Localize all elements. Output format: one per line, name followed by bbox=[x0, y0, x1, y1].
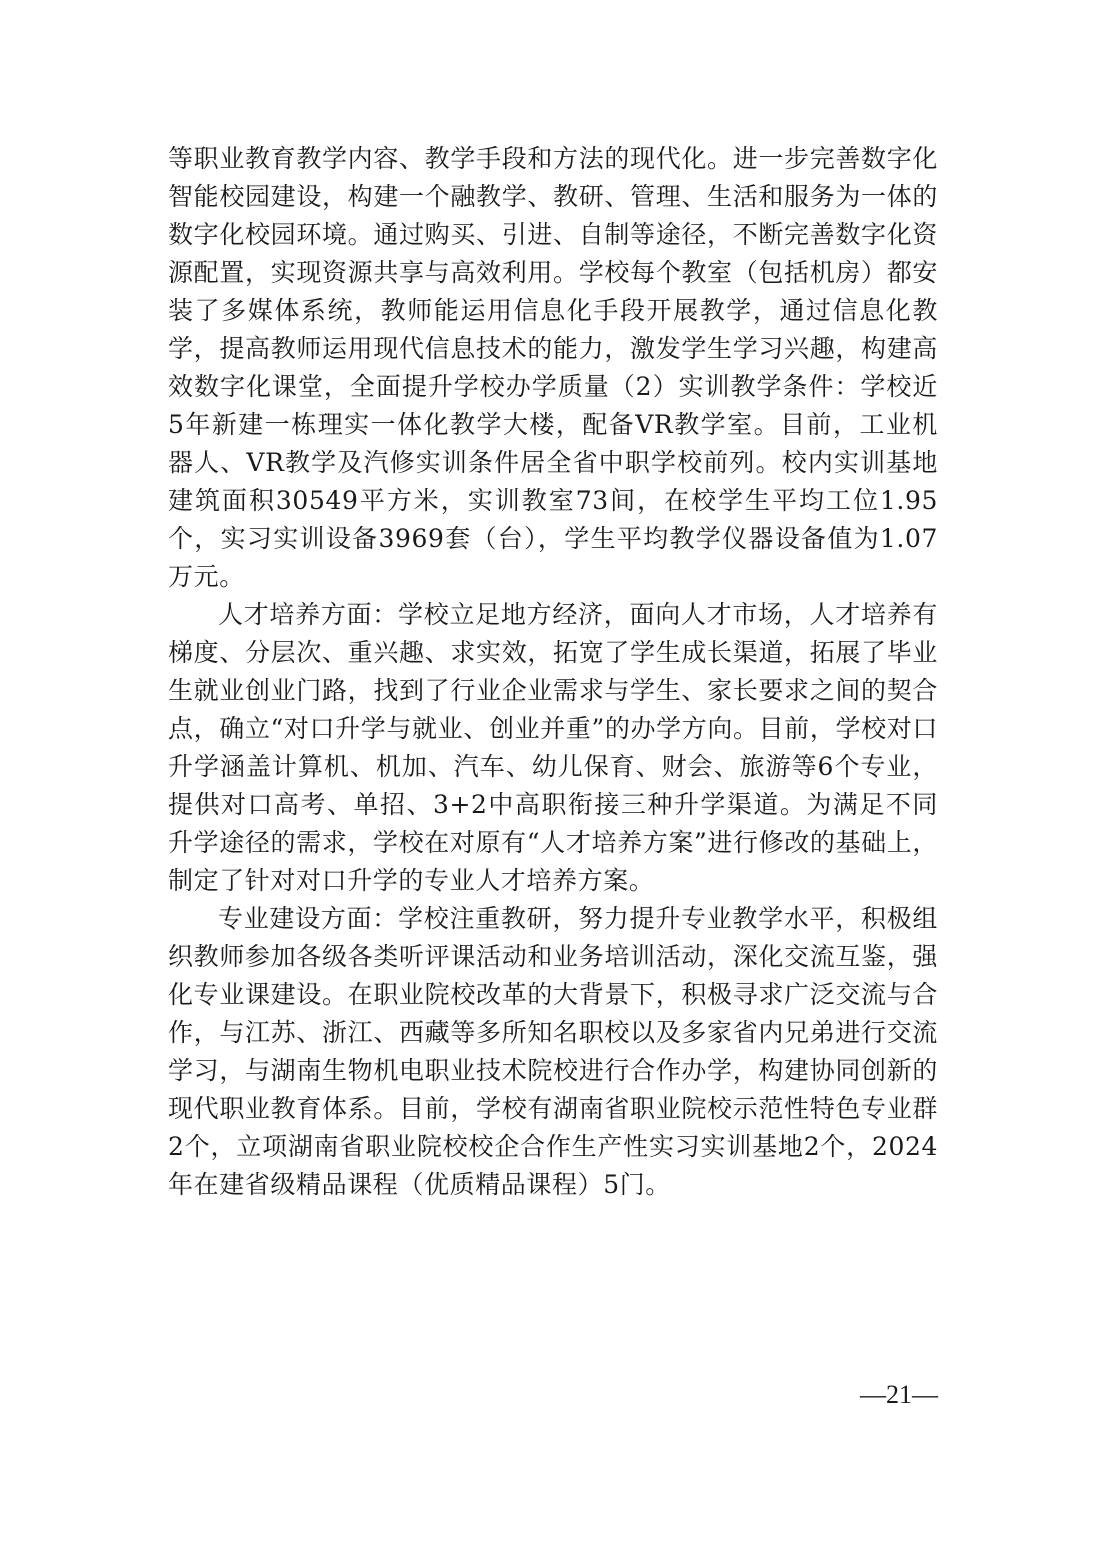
paragraph-talent-training: 人才培养方面：学校立足地方经济，面向人才市场，人才培养有梯度、分层次、重兴趣、求实效，拓宽了学生成长渠道，拓展了毕业生就业创业门路，找到了行业企业需求与学生、家长要求之间的契合点，确立“对口升学与就业、创业并重”的办学方向。目前，学校对口升学涵盖计算机、机加、汽车、幼儿保育、财会、旅游等6个专业，提供对口高考、单招、3+2中高职衔接三种升学渠道。为满足不同升学途径的需求，学校在对原有“人才培养方案”进行修改的基础上，制定了针对对口升学的专业人才培养方案。 bbox=[168, 600, 938, 895]
document-body bbox=[168, 140, 938, 1204]
paragraph-continuation: 等职业教育教学内容、教学手段和方法的现代化。进一步完善数字化智能校园建设，构建一个融教学、教研、管理、生活和服务为一体的数字化校园环境。通过购买、引进、自制等途径，不断完善数字化资源配置，实现资源共享与高效利用。学校每个教室（包括机房）都安装了多媒体系统，教师能运用信息化手段开展教学，通过信息化教学，提高教师运用现代信息技术的能力，激发学生学习兴趣，构建高效数字化课堂，全面提升学校办学质量（2）实训教学条件：学校近5年新建一栋理实一体化教学大楼，配备VR教学室。目前，工业机器人、VR教学及汽修实训条件居全省中职学校前列。校内实训基地建筑面积30549平方米，实训教室73间，在校学生平均工位1.95个，实习实训设备3969套（台），学生平均教学仪器设备值为1.07万元。 bbox=[168, 144, 938, 591]
paragraph-specialty-construction: 专业建设方面：学校注重教研，努力提升专业教学水平，积极组织教师参加各级各类听评课活动和业务培训活动，深化交流互鉴，强化专业课建设。在职业院校改革的大背景下，积极寻求广泛交流与合作，与江苏、浙江、西藏等多所知名职校以及多家省内兄弟进行交流学习，与湖南生物机电职业技术院校进行合作办学，构建协同创新的现代职业教育体系。目前，学校有湖南省职业院校示范性特色专业群2个，立项湖南省职业院校校企合作生产性实习实训基地2个，2024年在建省级精品课程（优质精品课程）5门。 bbox=[168, 904, 938, 1199]
page-number: —21— bbox=[860, 1380, 938, 1409]
